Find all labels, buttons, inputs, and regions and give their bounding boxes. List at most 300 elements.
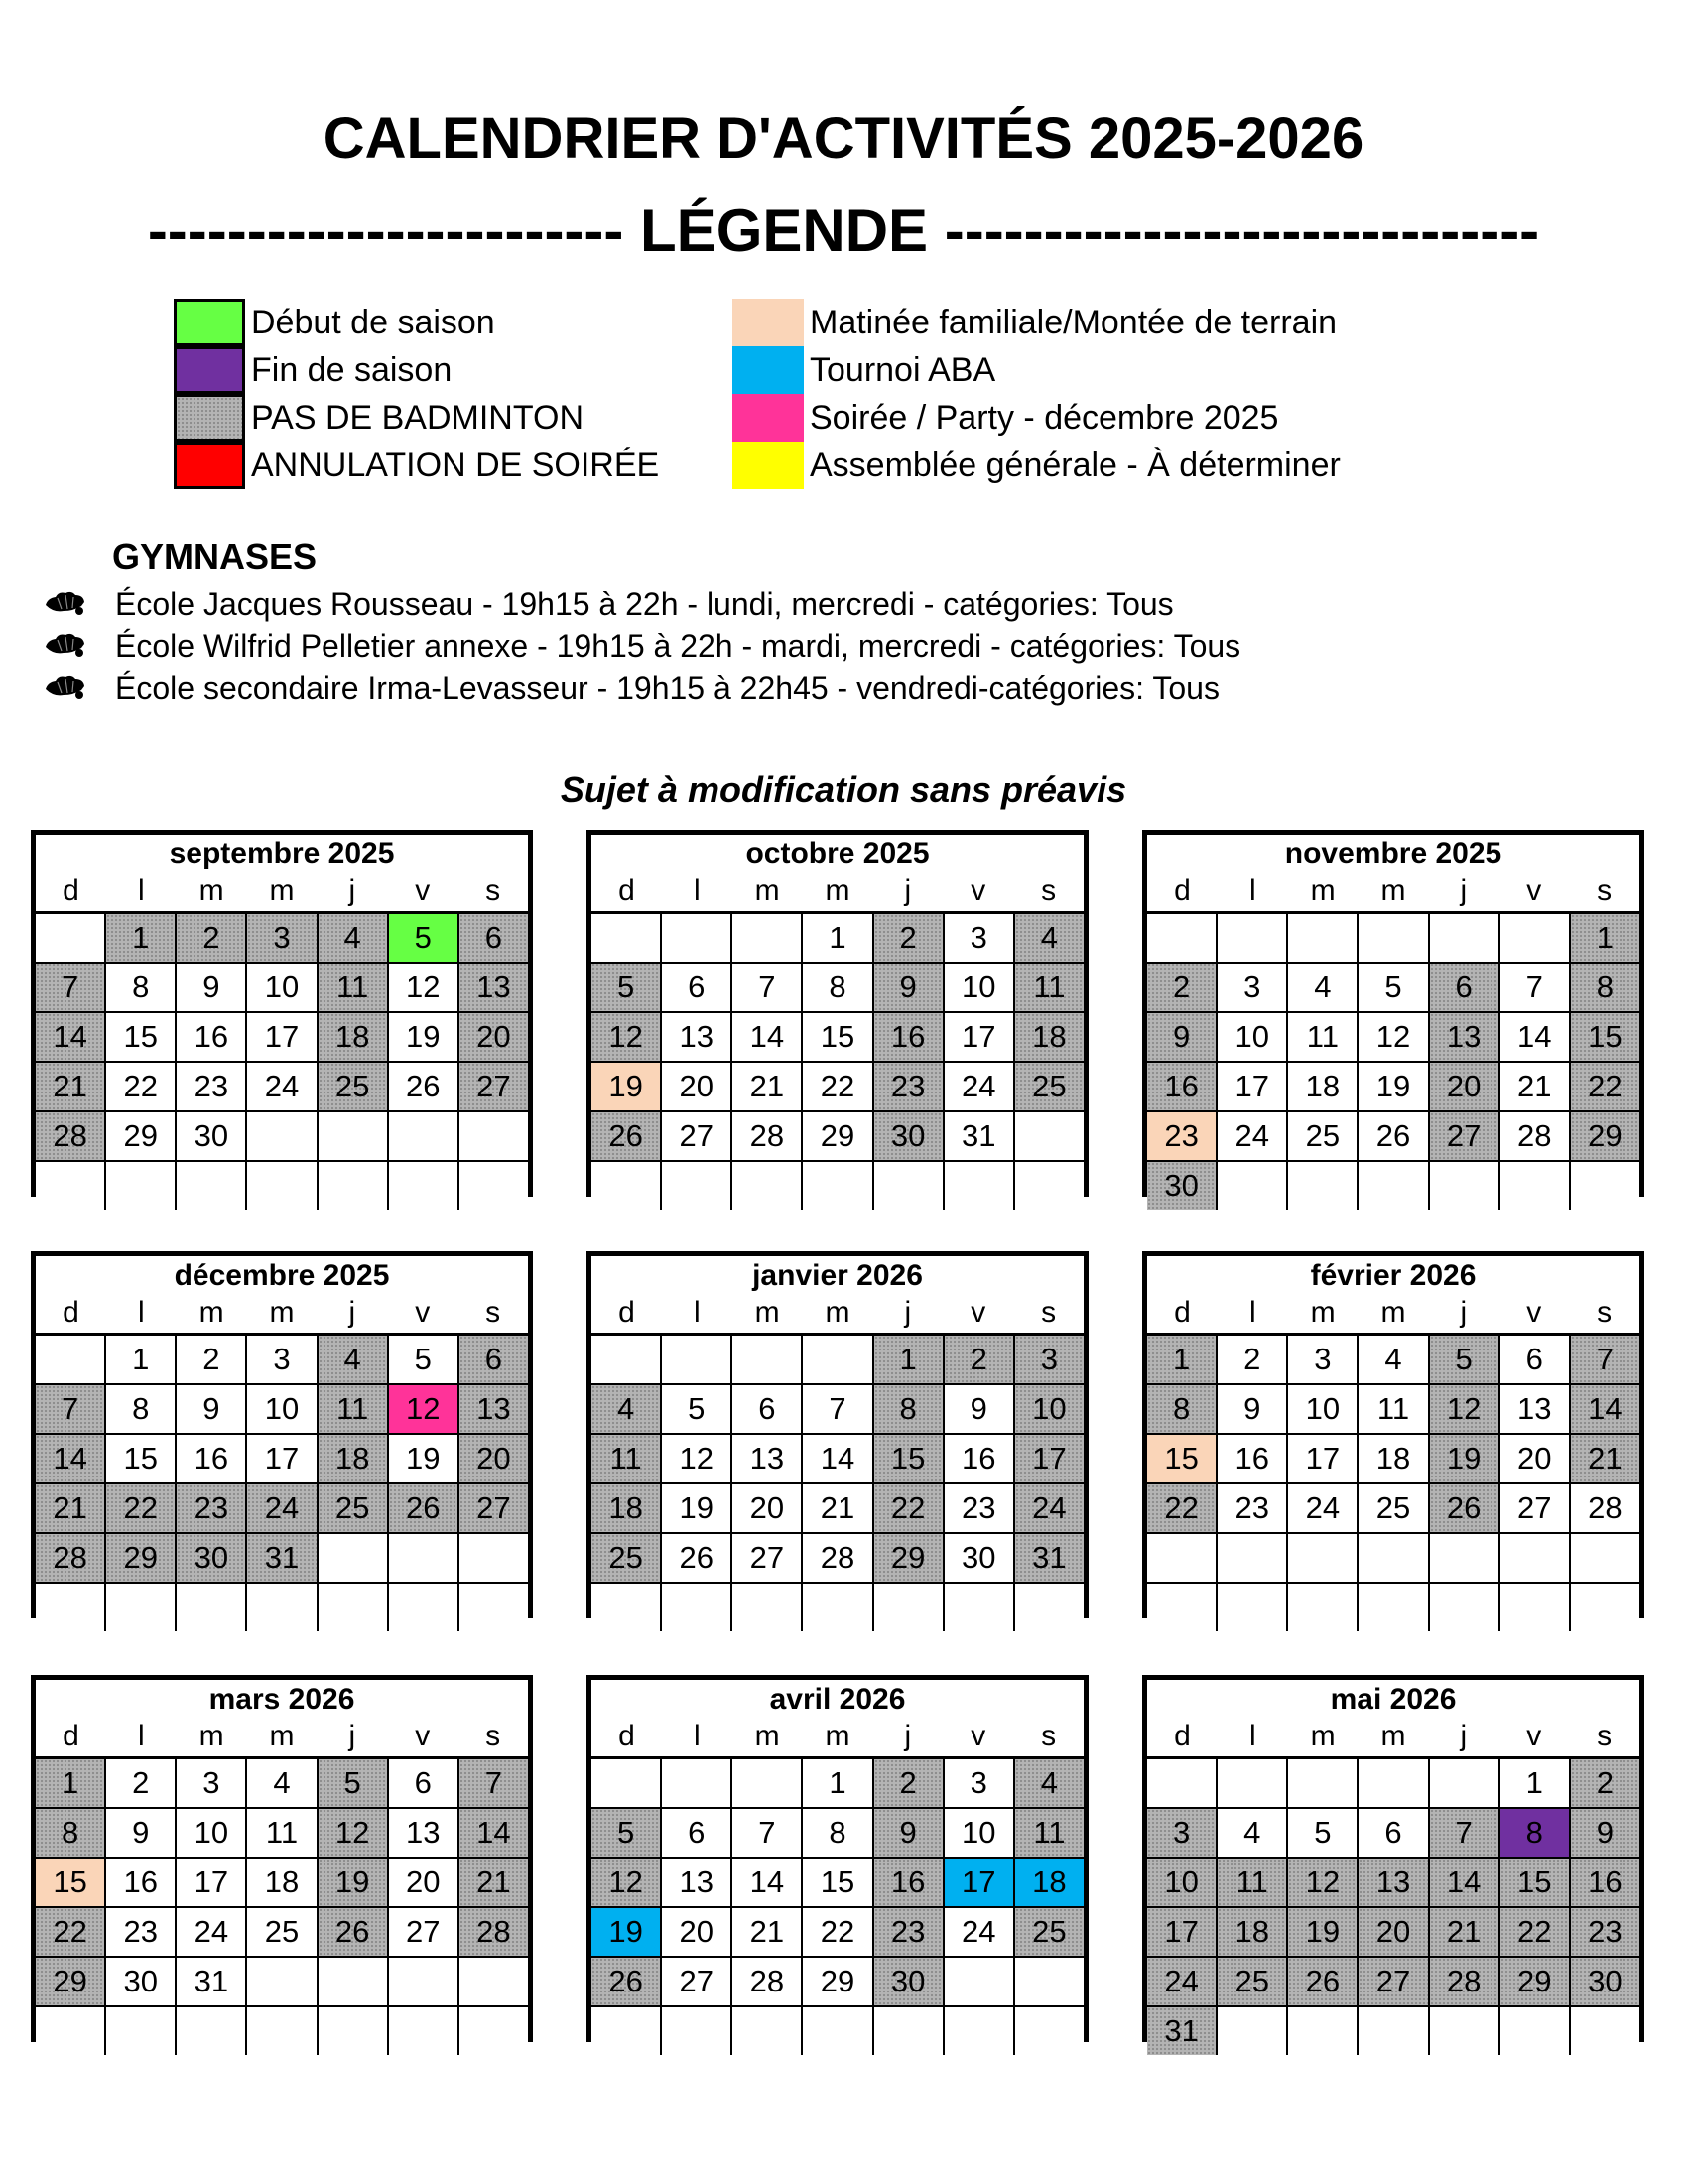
weekday-label: l	[1248, 1296, 1256, 1329]
day-cell: 6	[459, 914, 528, 962]
legend-label: Matinée familiale/Montée de terrain	[810, 303, 1338, 341]
day-cell-empty	[1430, 914, 1498, 962]
gymnases-list	[44, 583, 1240, 708]
day-cell: 18	[319, 1435, 387, 1482]
day-grid	[1147, 1759, 1639, 2055]
day-cell: 31	[247, 1534, 316, 1582]
day-cell: 10	[247, 1385, 316, 1433]
weekday-label: j	[348, 1720, 356, 1752]
day-cell-empty	[459, 2007, 528, 2055]
day-cell: 20	[662, 1908, 730, 1956]
day-cell: 28	[803, 1534, 871, 1582]
day-cell: 4	[1015, 914, 1084, 962]
weekday-label: l	[693, 1720, 701, 1752]
day-cell: 14	[803, 1435, 871, 1482]
day-cell-empty	[732, 1759, 801, 1807]
day-cell-empty	[1218, 1162, 1286, 1210]
legend-heading: ------------------------ LÉGENDE ------------------------------	[147, 197, 1540, 264]
legend-item	[174, 346, 659, 394]
weekday-label: s	[1597, 874, 1613, 907]
day-cell: 20	[1500, 1435, 1569, 1482]
day-cell: 25	[1218, 1958, 1286, 2005]
day-cell: 15	[803, 1859, 871, 1906]
day-cell-empty	[389, 1584, 457, 1631]
day-cell: 18	[591, 1484, 660, 1532]
weekday-label: m	[1310, 1720, 1336, 1752]
day-cell: 14	[459, 1809, 528, 1857]
weekday-label: d	[618, 874, 635, 907]
day-cell: 29	[803, 1958, 871, 2005]
day-cell: 11	[1218, 1859, 1286, 1906]
legend-swatch	[174, 346, 245, 394]
day-cell: 6	[1430, 964, 1498, 1011]
day-cell: 23	[177, 1063, 245, 1110]
legend-item	[732, 394, 1341, 442]
day-cell: 16	[1571, 1859, 1639, 1906]
day-cell: 21	[1571, 1435, 1639, 1482]
day-cell-empty	[662, 2007, 730, 2055]
day-cell: 26	[591, 1958, 660, 2005]
day-cell: 19	[389, 1435, 457, 1482]
day-cell: 24	[1147, 1958, 1216, 2005]
day-cell-empty	[1430, 1759, 1498, 1807]
day-cell-empty	[662, 1759, 730, 1807]
day-cell: 16	[106, 1859, 175, 1906]
day-cell: 3	[1147, 1809, 1216, 1857]
day-grid	[591, 1336, 1084, 1631]
day-cell: 2	[1218, 1336, 1286, 1383]
day-cell-empty	[177, 1584, 245, 1631]
weekday-label: s	[1041, 874, 1057, 907]
day-cell: 29	[1571, 1112, 1639, 1160]
day-cell: 20	[1430, 1063, 1498, 1110]
weekday-label: j	[904, 1296, 912, 1329]
day-cell: 22	[36, 1908, 104, 1956]
legend-item	[732, 442, 1341, 489]
legend-label: Assemblée générale - À déterminer	[810, 446, 1341, 484]
weekday-label: s	[485, 1720, 501, 1752]
day-cell: 16	[177, 1013, 245, 1061]
day-cell-empty	[459, 1584, 528, 1631]
day-cell: 15	[803, 1013, 871, 1061]
day-cell-empty	[1218, 914, 1286, 962]
day-cell: 27	[662, 1112, 730, 1160]
day-cell: 1	[874, 1336, 943, 1383]
day-cell: 19	[591, 1063, 660, 1110]
day-cell-empty	[1359, 1584, 1427, 1631]
day-cell: 11	[1288, 1013, 1357, 1061]
weekday-label: m	[754, 1720, 780, 1752]
weekday-label: m	[198, 1296, 224, 1329]
weekday-label: m	[1310, 874, 1336, 907]
day-cell-empty	[1288, 2007, 1357, 2055]
day-cell: 16	[1147, 1063, 1216, 1110]
day-cell-empty	[732, 1336, 801, 1383]
day-cell-empty	[106, 1584, 175, 1631]
weekday-label: v	[971, 874, 986, 907]
day-cell: 12	[319, 1809, 387, 1857]
day-cell: 13	[1430, 1013, 1498, 1061]
legend-swatch	[174, 299, 245, 346]
day-cell-empty	[874, 1584, 943, 1631]
weekday-label: s	[1041, 1296, 1057, 1329]
day-cell: 17	[1218, 1063, 1286, 1110]
day-cell: 26	[319, 1908, 387, 1956]
day-cell-empty	[1359, 1759, 1427, 1807]
day-cell: 26	[1430, 1484, 1498, 1532]
day-cell: 23	[106, 1908, 175, 1956]
month-calendar	[586, 1251, 1089, 1618]
day-cell-empty	[319, 1162, 387, 1210]
day-cell: 18	[1218, 1908, 1286, 1956]
day-cell: 24	[1218, 1112, 1286, 1160]
day-cell: 9	[1571, 1809, 1639, 1857]
weekday-label: m	[1380, 1296, 1406, 1329]
legend-right-column	[732, 299, 1341, 489]
day-cell-empty	[1500, 914, 1569, 962]
day-cell: 17	[945, 1013, 1013, 1061]
day-cell: 22	[874, 1484, 943, 1532]
month-calendar	[586, 1675, 1089, 2042]
day-cell: 28	[1571, 1484, 1639, 1532]
day-cell: 19	[389, 1013, 457, 1061]
day-cell: 3	[1015, 1336, 1084, 1383]
day-grid	[591, 914, 1084, 1210]
weekday-header	[36, 872, 528, 914]
day-cell: 23	[1571, 1908, 1639, 1956]
day-cell: 21	[36, 1484, 104, 1532]
day-cell: 6	[732, 1385, 801, 1433]
day-cell: 20	[459, 1013, 528, 1061]
weekday-label: m	[825, 874, 850, 907]
day-cell: 16	[945, 1435, 1013, 1482]
day-cell: 1	[1500, 1759, 1569, 1807]
weekday-label: d	[63, 874, 79, 907]
day-cell: 2	[1147, 964, 1216, 1011]
day-cell: 7	[459, 1759, 528, 1807]
day-cell: 11	[591, 1435, 660, 1482]
day-cell: 9	[874, 1809, 943, 1857]
day-cell-empty	[389, 2007, 457, 2055]
day-cell: 9	[106, 1809, 175, 1857]
day-cell-empty	[1430, 1162, 1498, 1210]
day-cell: 21	[803, 1484, 871, 1532]
day-cell: 3	[1218, 964, 1286, 1011]
weekday-label: m	[1380, 1720, 1406, 1752]
day-cell-empty	[1288, 914, 1357, 962]
day-cell-empty	[1147, 1759, 1216, 1807]
day-cell: 29	[803, 1112, 871, 1160]
day-cell: 11	[1359, 1385, 1427, 1433]
day-cell-empty	[732, 2007, 801, 2055]
day-cell: 1	[803, 1759, 871, 1807]
day-cell: 22	[803, 1063, 871, 1110]
day-cell-empty	[1359, 914, 1427, 962]
day-cell: 25	[1288, 1112, 1357, 1160]
weekday-label: j	[1460, 1720, 1468, 1752]
day-cell: 8	[874, 1385, 943, 1433]
weekday-label: m	[754, 874, 780, 907]
weekday-header	[591, 1718, 1084, 1759]
day-cell: 14	[1571, 1385, 1639, 1433]
day-cell: 29	[106, 1534, 175, 1582]
day-cell: 23	[874, 1908, 943, 1956]
day-cell: 27	[1500, 1484, 1569, 1532]
day-cell: 19	[1288, 1908, 1357, 1956]
day-cell: 10	[1147, 1859, 1216, 1906]
day-cell: 30	[874, 1958, 943, 2005]
day-cell: 17	[1288, 1435, 1357, 1482]
legend-swatch	[732, 299, 804, 346]
day-cell: 12	[1359, 1013, 1427, 1061]
day-cell-empty	[1288, 1584, 1357, 1631]
day-cell: 10	[945, 1809, 1013, 1857]
day-cell-empty	[389, 1112, 457, 1160]
day-cell: 24	[945, 1063, 1013, 1110]
day-cell: 5	[591, 964, 660, 1011]
day-cell: 5	[389, 914, 457, 962]
day-cell: 21	[732, 1063, 801, 1110]
day-cell: 4	[591, 1385, 660, 1433]
day-cell-empty	[459, 1534, 528, 1582]
day-cell-empty	[106, 2007, 175, 2055]
day-cell: 5	[591, 1809, 660, 1857]
day-cell: 27	[459, 1484, 528, 1532]
day-cell: 20	[1359, 1908, 1427, 1956]
day-cell-empty	[247, 1958, 316, 2005]
day-cell: 30	[945, 1534, 1013, 1582]
day-cell-empty	[803, 1584, 871, 1631]
day-cell-empty	[389, 1162, 457, 1210]
weekday-label: j	[1460, 1296, 1468, 1329]
day-cell-empty	[1015, 1162, 1084, 1210]
day-cell-empty	[1571, 1162, 1639, 1210]
day-cell: 6	[1359, 1809, 1427, 1857]
shuttlecock-icon	[44, 673, 115, 703]
day-cell-empty	[1571, 1534, 1639, 1582]
day-cell-empty	[319, 2007, 387, 2055]
day-cell: 18	[1288, 1063, 1357, 1110]
legend-label: Fin de saison	[251, 350, 453, 389]
day-cell: 13	[1500, 1385, 1569, 1433]
day-cell-empty	[1147, 1534, 1216, 1582]
weekday-label: l	[693, 1296, 701, 1329]
day-cell: 14	[36, 1013, 104, 1061]
weekday-label: m	[754, 1296, 780, 1329]
day-cell: 7	[732, 964, 801, 1011]
day-cell: 17	[177, 1859, 245, 1906]
weekday-header	[36, 1294, 528, 1336]
day-cell: 2	[177, 914, 245, 962]
day-cell-empty	[247, 2007, 316, 2055]
legend-label: Tournoi ABA	[810, 350, 996, 389]
day-cell: 10	[1288, 1385, 1357, 1433]
day-cell: 10	[945, 964, 1013, 1011]
day-cell: 24	[247, 1063, 316, 1110]
weekday-label: s	[485, 1296, 501, 1329]
legend-item	[732, 346, 1341, 394]
day-cell: 1	[803, 914, 871, 962]
weekday-label: d	[63, 1296, 79, 1329]
day-cell: 18	[319, 1013, 387, 1061]
day-cell: 14	[36, 1435, 104, 1482]
day-cell-empty	[459, 1112, 528, 1160]
legend-swatch	[174, 394, 245, 442]
day-cell-empty	[945, 1958, 1013, 2005]
day-cell: 4	[319, 914, 387, 962]
day-cell: 26	[662, 1534, 730, 1582]
legend-item	[174, 299, 659, 346]
day-cell-empty	[803, 1336, 871, 1383]
weekday-label: j	[348, 1296, 356, 1329]
month-title: mars 2026	[208, 1683, 355, 1716]
day-grid	[1147, 914, 1639, 1210]
day-cell: 21	[732, 1908, 801, 1956]
day-cell: 7	[36, 1385, 104, 1433]
day-cell-empty	[1147, 1584, 1216, 1631]
month-title: mai 2026	[1330, 1683, 1457, 1716]
day-cell: 6	[459, 1336, 528, 1383]
day-cell-empty	[803, 2007, 871, 2055]
weekday-label: v	[415, 1296, 431, 1329]
day-cell: 22	[1500, 1908, 1569, 1956]
day-cell: 12	[591, 1859, 660, 1906]
day-cell-empty	[591, 1336, 660, 1383]
weekday-label: l	[137, 1296, 145, 1329]
day-grid	[1147, 1336, 1639, 1631]
weekday-label: j	[1460, 874, 1468, 907]
weekday-header	[1147, 1718, 1639, 1759]
day-cell: 19	[1359, 1063, 1427, 1110]
day-cell-empty	[1500, 1162, 1569, 1210]
gymnase-text: École Jacques Rousseau - 19h15 à 22h - lundi, mercredi - catégories: Tous	[115, 585, 1174, 622]
day-cell: 26	[389, 1063, 457, 1110]
day-cell-empty	[945, 1162, 1013, 1210]
day-cell: 28	[732, 1958, 801, 2005]
day-cell: 22	[803, 1908, 871, 1956]
day-cell: 12	[1288, 1859, 1357, 1906]
day-cell: 20	[389, 1859, 457, 1906]
day-cell: 31	[945, 1112, 1013, 1160]
day-cell: 17	[1015, 1435, 1084, 1482]
day-cell: 11	[319, 1385, 387, 1433]
day-cell: 7	[36, 964, 104, 1011]
day-cell: 27	[662, 1958, 730, 2005]
gymnase-text: École Wilfrid Pelletier annexe - 19h15 à 22h - mardi, mercredi - catégories: Tous	[115, 627, 1241, 664]
day-cell: 29	[874, 1534, 943, 1582]
weekday-label: m	[269, 874, 295, 907]
day-cell: 8	[803, 964, 871, 1011]
day-cell: 24	[1288, 1484, 1357, 1532]
day-cell: 27	[1430, 1112, 1498, 1160]
day-cell: 28	[36, 1112, 104, 1160]
day-cell: 5	[662, 1385, 730, 1433]
weekday-label: l	[137, 1720, 145, 1752]
day-cell-empty	[36, 1162, 104, 1210]
day-cell: 27	[459, 1063, 528, 1110]
day-cell: 7	[732, 1809, 801, 1857]
day-cell: 18	[1015, 1013, 1084, 1061]
legend-item	[174, 394, 659, 442]
day-cell: 21	[459, 1859, 528, 1906]
day-cell: 8	[106, 1385, 175, 1433]
day-cell: 1	[106, 914, 175, 962]
day-cell: 14	[1430, 1859, 1498, 1906]
month-calendar	[1142, 1251, 1644, 1618]
shuttlecock-icon	[44, 631, 115, 661]
day-cell: 9	[874, 964, 943, 1011]
day-cell: 30	[106, 1958, 175, 2005]
day-cell: 9	[945, 1385, 1013, 1433]
weekday-header	[1147, 1294, 1639, 1336]
weekday-header	[36, 1718, 528, 1759]
day-cell: 6	[662, 964, 730, 1011]
month-calendar	[31, 1675, 533, 2042]
day-cell: 13	[732, 1435, 801, 1482]
day-cell-empty	[1218, 1584, 1286, 1631]
day-cell: 24	[177, 1908, 245, 1956]
day-cell-empty	[177, 1162, 245, 1210]
day-cell: 19	[591, 1908, 660, 1956]
month-calendar	[31, 830, 533, 1197]
weekday-label: d	[1174, 1296, 1191, 1329]
day-cell-empty	[591, 2007, 660, 2055]
day-cell: 11	[1015, 964, 1084, 1011]
gymnases-title: GYMNASES	[112, 536, 318, 577]
day-cell-empty	[1430, 1534, 1498, 1582]
day-cell: 19	[662, 1484, 730, 1532]
weekday-label: j	[348, 874, 356, 907]
legend-label: PAS DE BADMINTON	[251, 398, 584, 437]
day-cell-empty	[247, 1584, 316, 1631]
weekday-label: s	[1597, 1720, 1613, 1752]
day-cell: 23	[1218, 1484, 1286, 1532]
legend-label: Début de saison	[251, 303, 495, 341]
weekday-label: m	[198, 1720, 224, 1752]
day-cell-empty	[319, 1584, 387, 1631]
day-cell-empty	[36, 1336, 104, 1383]
weekday-label: m	[269, 1720, 295, 1752]
weekday-label: d	[618, 1296, 635, 1329]
legend-swatch	[732, 442, 804, 489]
day-cell: 25	[1015, 1908, 1084, 1956]
day-cell: 23	[874, 1063, 943, 1110]
day-cell-empty	[591, 1584, 660, 1631]
day-cell: 13	[662, 1859, 730, 1906]
day-cell: 26	[1359, 1112, 1427, 1160]
day-cell: 4	[319, 1336, 387, 1383]
weekday-label: v	[415, 1720, 431, 1752]
day-cell: 27	[1359, 1958, 1427, 2005]
weekday-label: d	[1174, 874, 1191, 907]
day-cell-empty	[945, 2007, 1013, 2055]
legend-swatch	[174, 442, 245, 489]
day-cell: 13	[662, 1013, 730, 1061]
day-cell-empty	[591, 914, 660, 962]
weekday-label: l	[1248, 874, 1256, 907]
day-cell: 20	[662, 1063, 730, 1110]
weekday-label: d	[618, 1720, 635, 1752]
day-cell: 28	[1500, 1112, 1569, 1160]
day-cell-empty	[1218, 1534, 1286, 1582]
day-cell: 12	[389, 964, 457, 1011]
day-cell: 25	[319, 1484, 387, 1532]
weekday-label: m	[825, 1720, 850, 1752]
month-title: janvier 2026	[752, 1259, 923, 1292]
weekday-label: l	[693, 874, 701, 907]
legend-item	[174, 442, 659, 489]
day-cell: 7	[1500, 964, 1569, 1011]
